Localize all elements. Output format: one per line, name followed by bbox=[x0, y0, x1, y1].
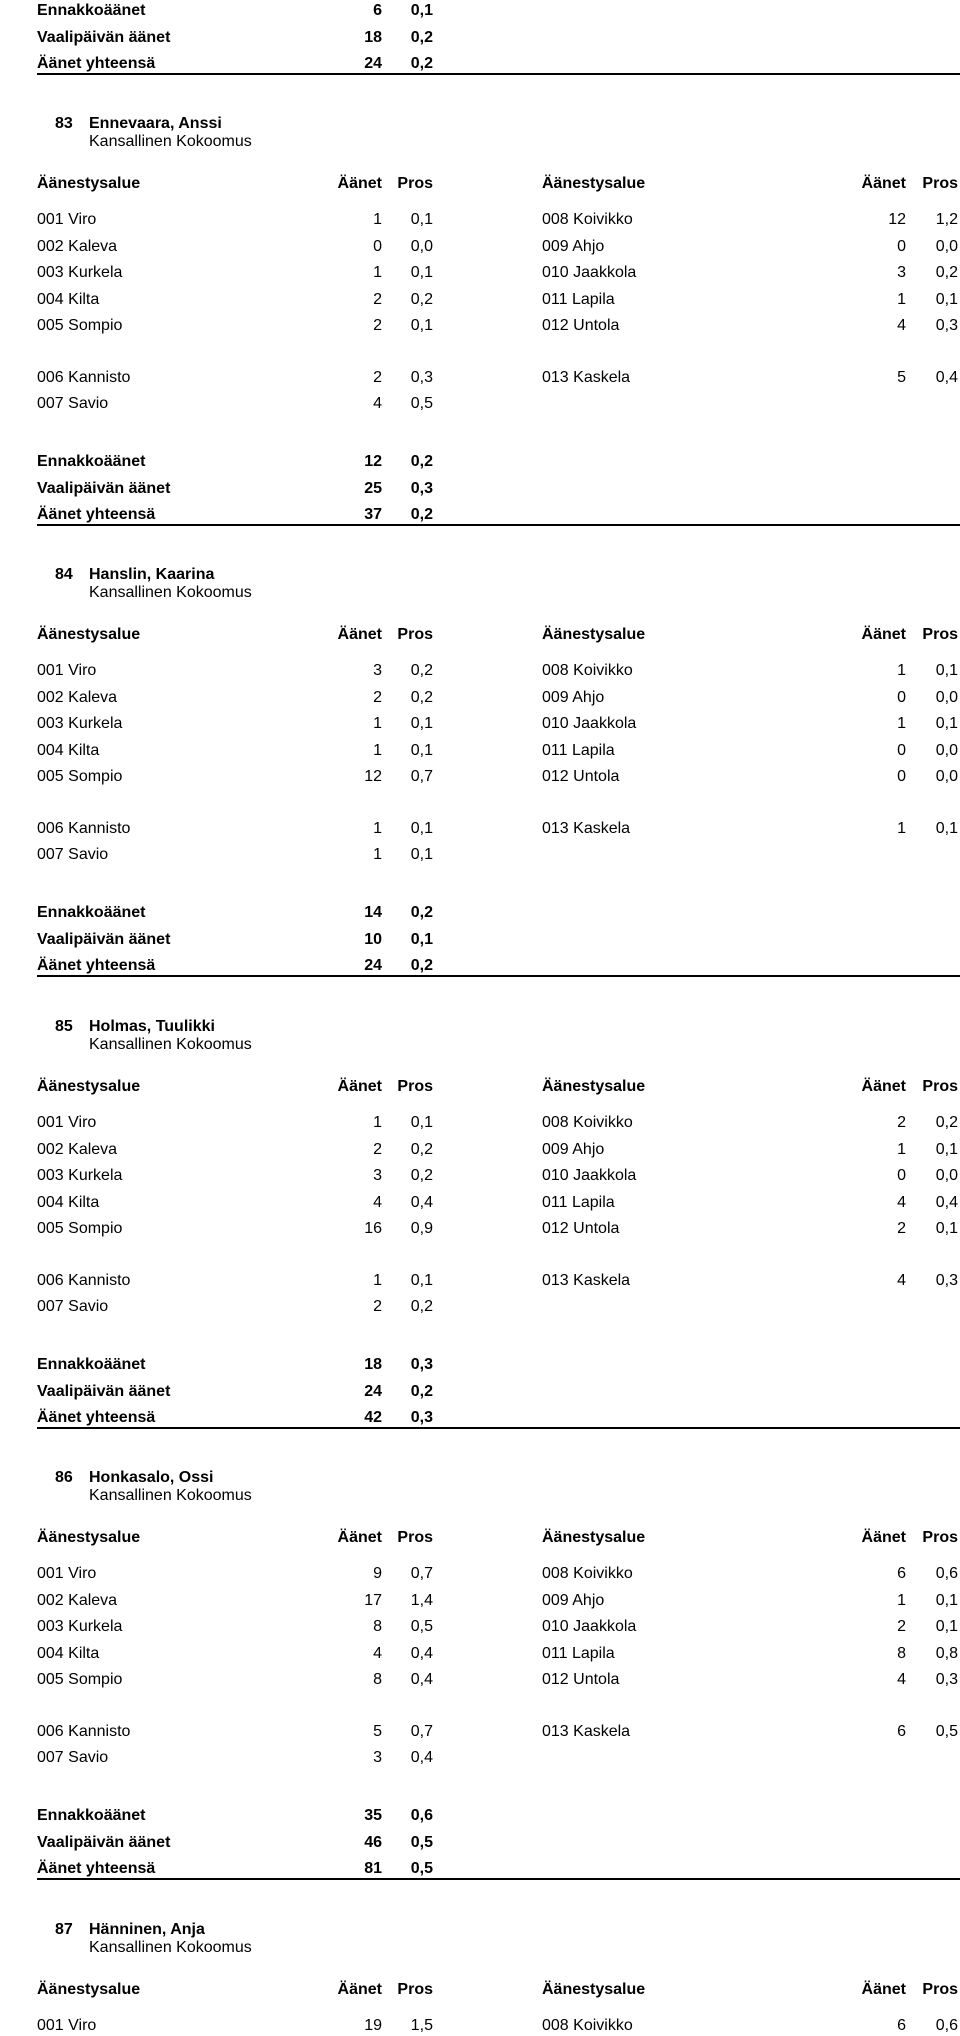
area-name-left: 006 Kannisto bbox=[37, 1722, 131, 1740]
area-name-right: 013 Kaskela bbox=[542, 819, 631, 837]
header-area-right: Äänestysalue bbox=[542, 1981, 646, 1998]
area-votes-left: 19 bbox=[364, 2017, 382, 2034]
area-pct-right: 0,1 bbox=[935, 819, 958, 837]
area-pct-left: 0,1 bbox=[410, 741, 433, 759]
header-area-left: Äänestysalue bbox=[37, 1981, 141, 1998]
area-pct-left: 0,2 bbox=[410, 1298, 433, 1316]
area-name-left: 001 Viro bbox=[37, 1565, 97, 1582]
area-pct-right: 0,5 bbox=[935, 1722, 958, 1740]
area-name-right: 009 Ahjo bbox=[542, 688, 605, 706]
header-area-right: Äänestysalue bbox=[542, 175, 646, 192]
area-pct-left: 0,2 bbox=[410, 1167, 433, 1184]
area-votes-right: 4 bbox=[897, 1271, 906, 1289]
summary-pct-election_day: 0,3 bbox=[410, 479, 433, 497]
area-pct-right: 0,1 bbox=[935, 715, 958, 732]
summary-pct-advance: 0,2 bbox=[410, 453, 433, 470]
summary-label-total: Äänet yhteensä bbox=[37, 1409, 156, 1426]
area-pct-right: 0,1 bbox=[935, 1618, 958, 1635]
area-votes-left: 1 bbox=[373, 1114, 382, 1131]
area-name-right: 011 Lapila bbox=[542, 741, 615, 759]
summary-votes-advance: 14 bbox=[364, 904, 382, 921]
candidate-party: Kansallinen Kokoomus bbox=[89, 1939, 252, 1956]
area-name-left: 002 Kaleva bbox=[37, 1591, 118, 1609]
area-votes-left: 4 bbox=[373, 1193, 382, 1211]
area-name-right: 013 Kaskela bbox=[542, 1722, 631, 1740]
area-name-right: 008 Koivikko bbox=[542, 2017, 633, 2034]
area-name-right: 010 Jaakkola bbox=[542, 264, 637, 281]
summary-pct-total: 0,5 bbox=[410, 1860, 433, 1877]
header-votes-right: Äänet bbox=[861, 1981, 906, 1998]
area-pct-right: 0,2 bbox=[935, 264, 958, 281]
candidate-number: 87 bbox=[55, 1921, 73, 1938]
header-area-left: Äänestysalue bbox=[37, 1078, 141, 1095]
summary-pct-total: 0,3 bbox=[410, 1409, 433, 1426]
section-rule bbox=[37, 1878, 960, 1880]
area-pct-left: 0,7 bbox=[410, 1722, 433, 1740]
area-name-right: 010 Jaakkola bbox=[542, 1167, 637, 1184]
area-votes-right: 6 bbox=[897, 2017, 906, 2034]
area-votes-left: 4 bbox=[373, 395, 382, 413]
area-votes-right: 0 bbox=[897, 237, 906, 255]
section-rule bbox=[37, 73, 960, 75]
area-name-left: 004 Kilta bbox=[37, 1644, 100, 1662]
summary-label-total: Äänet yhteensä bbox=[37, 55, 156, 72]
area-name-left: 004 Kilta bbox=[37, 1193, 100, 1211]
area-votes-right: 1 bbox=[897, 290, 906, 308]
summary-pct-election_day: 0,2 bbox=[410, 28, 433, 46]
area-name-right: 013 Kaskela bbox=[542, 1271, 631, 1289]
header-pct-left: Pros bbox=[397, 626, 433, 643]
candidate-name: Ennevaara, Anssi bbox=[89, 115, 222, 132]
header-pct-right: Pros bbox=[922, 175, 958, 192]
area-votes-left: 3 bbox=[373, 1167, 382, 1184]
summary-pct-advance: 0,1 bbox=[410, 2, 433, 19]
summary-votes-total: 24 bbox=[364, 55, 382, 72]
section-rule bbox=[37, 524, 960, 526]
area-votes-left: 1 bbox=[373, 211, 382, 228]
header-area-right: Äänestysalue bbox=[542, 1078, 646, 1095]
summary-votes-advance: 6 bbox=[373, 2, 382, 19]
area-pct-right: 0,3 bbox=[935, 317, 958, 334]
area-votes-right: 0 bbox=[897, 741, 906, 759]
area-votes-left: 12 bbox=[364, 768, 382, 785]
area-votes-left: 4 bbox=[373, 1644, 382, 1662]
area-votes-left: 9 bbox=[373, 1565, 382, 1582]
area-name-left: 007 Savio bbox=[37, 846, 109, 864]
summary-pct-total: 0,2 bbox=[410, 957, 433, 974]
area-name-right: 010 Jaakkola bbox=[542, 1618, 637, 1635]
summary-votes-advance: 12 bbox=[364, 453, 382, 470]
summary-pct-advance: 0,6 bbox=[410, 1807, 433, 1824]
area-pct-left: 0,1 bbox=[410, 715, 433, 732]
area-pct-left: 0,1 bbox=[410, 264, 433, 281]
area-votes-left: 2 bbox=[373, 688, 382, 706]
summary-label-total: Äänet yhteensä bbox=[37, 1860, 156, 1877]
area-pct-left: 0,4 bbox=[410, 1749, 433, 1767]
summary-label-total: Äänet yhteensä bbox=[37, 506, 156, 523]
area-pct-right: 0,1 bbox=[935, 290, 958, 308]
area-pct-left: 0,2 bbox=[410, 688, 433, 706]
summary-votes-election_day: 24 bbox=[364, 1382, 382, 1400]
summary-label-election_day: Vaalipäivän äänet bbox=[37, 479, 171, 497]
header-area-left: Äänestysalue bbox=[37, 175, 141, 192]
area-pct-left: 0,1 bbox=[410, 1114, 433, 1131]
area-name-left: 001 Viro bbox=[37, 662, 97, 679]
area-name-right: 011 Lapila bbox=[542, 1193, 615, 1211]
area-name-right: 009 Ahjo bbox=[542, 237, 605, 255]
header-pct-right: Pros bbox=[922, 1078, 958, 1095]
area-pct-right: 0,3 bbox=[935, 1271, 958, 1289]
summary-votes-election_day: 46 bbox=[364, 1833, 382, 1851]
area-pct-right: 0,4 bbox=[935, 1193, 958, 1211]
candidate-number: 86 bbox=[55, 1469, 73, 1486]
header-pct-right: Pros bbox=[922, 626, 958, 643]
area-votes-left: 5 bbox=[373, 1722, 382, 1740]
area-pct-right: 0,0 bbox=[935, 768, 958, 785]
area-name-left: 007 Savio bbox=[37, 1749, 109, 1767]
area-name-left: 005 Sompio bbox=[37, 1671, 123, 1688]
area-pct-right: 1,2 bbox=[935, 211, 958, 228]
area-votes-left: 1 bbox=[373, 715, 382, 732]
area-pct-left: 0,5 bbox=[410, 395, 433, 413]
area-pct-left: 0,1 bbox=[410, 819, 433, 837]
area-votes-left: 17 bbox=[364, 1591, 382, 1609]
area-pct-right: 0,1 bbox=[935, 1591, 958, 1609]
area-votes-right: 1 bbox=[897, 1591, 906, 1609]
area-pct-right: 0,3 bbox=[935, 1671, 958, 1688]
summary-label-election_day: Vaalipäivän äänet bbox=[37, 930, 171, 948]
area-name-left: 003 Kurkela bbox=[37, 715, 123, 732]
area-pct-left: 1,4 bbox=[410, 1591, 433, 1609]
area-name-left: 004 Kilta bbox=[37, 741, 100, 759]
area-name-right: 008 Koivikko bbox=[542, 211, 633, 228]
area-votes-left: 2 bbox=[373, 368, 382, 386]
summary-pct-total: 0,2 bbox=[410, 55, 433, 72]
candidate-number: 83 bbox=[55, 115, 73, 132]
candidate-name: Hänninen, Anja bbox=[89, 1921, 205, 1938]
summary-votes-election_day: 10 bbox=[364, 930, 382, 948]
summary-votes-total: 81 bbox=[364, 1860, 382, 1877]
area-votes-left: 8 bbox=[373, 1618, 382, 1635]
area-name-left: 002 Kaleva bbox=[37, 688, 118, 706]
header-votes-right: Äänet bbox=[861, 175, 906, 192]
area-name-left: 005 Sompio bbox=[37, 768, 123, 785]
header-votes-right: Äänet bbox=[861, 1529, 906, 1546]
area-pct-right: 0,0 bbox=[935, 688, 958, 706]
header-pct-left: Pros bbox=[397, 1529, 433, 1546]
area-name-left: 001 Viro bbox=[37, 211, 97, 228]
header-votes-right: Äänet bbox=[861, 626, 906, 643]
summary-pct-advance: 0,2 bbox=[410, 904, 433, 921]
area-votes-right: 4 bbox=[897, 317, 906, 334]
summary-pct-advance: 0,3 bbox=[410, 1356, 433, 1373]
summary-votes-advance: 18 bbox=[364, 1356, 382, 1373]
area-pct-left: 0,1 bbox=[410, 211, 433, 228]
header-area-left: Äänestysalue bbox=[37, 1529, 141, 1546]
area-votes-left: 1 bbox=[373, 1271, 382, 1289]
summary-votes-total: 37 bbox=[364, 506, 382, 523]
summary-votes-total: 42 bbox=[364, 1409, 382, 1426]
area-name-left: 005 Sompio bbox=[37, 1220, 123, 1237]
area-pct-right: 0,6 bbox=[935, 2017, 958, 2034]
summary-pct-election_day: 0,1 bbox=[410, 930, 433, 948]
area-votes-right: 0 bbox=[897, 1167, 906, 1184]
area-name-right: 012 Untola bbox=[542, 317, 620, 334]
area-votes-right: 1 bbox=[897, 715, 906, 732]
area-votes-left: 2 bbox=[373, 1140, 382, 1158]
area-pct-right: 0,0 bbox=[935, 237, 958, 255]
area-pct-right: 0,6 bbox=[935, 1565, 958, 1582]
area-votes-left: 0 bbox=[373, 237, 382, 255]
summary-votes-election_day: 25 bbox=[364, 479, 382, 497]
area-name-right: 009 Ahjo bbox=[542, 1140, 605, 1158]
header-area-right: Äänestysalue bbox=[542, 626, 646, 643]
area-votes-right: 8 bbox=[897, 1644, 906, 1662]
area-pct-left: 0,2 bbox=[410, 662, 433, 679]
summary-votes-total: 24 bbox=[364, 957, 382, 974]
area-pct-left: 0,1 bbox=[410, 846, 433, 864]
header-pct-right: Pros bbox=[922, 1981, 958, 1998]
area-name-right: 009 Ahjo bbox=[542, 1591, 605, 1609]
area-votes-right: 2 bbox=[897, 1114, 906, 1131]
area-votes-right: 12 bbox=[888, 211, 906, 228]
area-votes-left: 1 bbox=[373, 846, 382, 864]
candidate-party: Kansallinen Kokoomus bbox=[89, 584, 252, 601]
area-votes-left: 1 bbox=[373, 819, 382, 837]
area-name-left: 004 Kilta bbox=[37, 290, 100, 308]
candidate-number: 85 bbox=[55, 1018, 73, 1035]
section-rule bbox=[37, 975, 960, 977]
area-pct-left: 0,2 bbox=[410, 290, 433, 308]
header-pct-left: Pros bbox=[397, 175, 433, 192]
area-votes-right: 3 bbox=[897, 264, 906, 281]
summary-votes-advance: 35 bbox=[364, 1807, 382, 1824]
area-name-left: 006 Kannisto bbox=[37, 368, 131, 386]
header-area-left: Äänestysalue bbox=[37, 626, 141, 643]
area-pct-left: 0,7 bbox=[410, 768, 433, 785]
area-name-left: 001 Viro bbox=[37, 1114, 97, 1131]
summary-label-election_day: Vaalipäivän äänet bbox=[37, 1382, 171, 1400]
header-votes-right: Äänet bbox=[861, 1078, 906, 1095]
summary-label-advance: Ennakkoäänet bbox=[37, 1356, 146, 1373]
area-votes-right: 1 bbox=[897, 819, 906, 837]
candidate-party: Kansallinen Kokoomus bbox=[89, 1036, 252, 1053]
area-votes-right: 1 bbox=[897, 662, 906, 679]
candidate-name: Hanslin, Kaarina bbox=[89, 566, 215, 583]
candidate-party: Kansallinen Kokoomus bbox=[89, 1487, 252, 1504]
area-name-left: 007 Savio bbox=[37, 395, 109, 413]
section-rule bbox=[37, 1427, 960, 1429]
area-pct-left: 0,4 bbox=[410, 1193, 433, 1211]
area-votes-left: 2 bbox=[373, 1298, 382, 1316]
area-pct-left: 0,3 bbox=[410, 368, 433, 386]
area-votes-right: 6 bbox=[897, 1565, 906, 1582]
area-votes-right: 1 bbox=[897, 1140, 906, 1158]
area-pct-right: 0,1 bbox=[935, 1140, 958, 1158]
header-pct-left: Pros bbox=[397, 1078, 433, 1095]
area-name-left: 003 Kurkela bbox=[37, 1167, 123, 1184]
area-votes-right: 0 bbox=[897, 688, 906, 706]
header-pct-right: Pros bbox=[922, 1529, 958, 1546]
area-name-left: 003 Kurkela bbox=[37, 264, 123, 281]
area-name-right: 012 Untola bbox=[542, 768, 620, 785]
area-votes-left: 1 bbox=[373, 741, 382, 759]
area-pct-right: 0,2 bbox=[935, 1114, 958, 1131]
area-votes-left: 2 bbox=[373, 317, 382, 334]
candidate-number: 84 bbox=[55, 566, 73, 583]
summary-pct-total: 0,2 bbox=[410, 506, 433, 523]
area-pct-right: 0,8 bbox=[935, 1644, 958, 1662]
area-votes-right: 4 bbox=[897, 1193, 906, 1211]
area-name-right: 010 Jaakkola bbox=[542, 715, 637, 732]
candidate-name: Honkasalo, Ossi bbox=[89, 1469, 214, 1486]
area-name-right: 011 Lapila bbox=[542, 1644, 615, 1662]
header-votes-left: Äänet bbox=[337, 626, 382, 643]
area-pct-right: 0,1 bbox=[935, 662, 958, 679]
area-votes-left: 16 bbox=[364, 1220, 382, 1237]
area-name-left: 001 Viro bbox=[37, 2017, 97, 2034]
candidate-party: Kansallinen Kokoomus bbox=[89, 133, 252, 150]
area-pct-right: 0,1 bbox=[935, 1220, 958, 1237]
area-votes-right: 4 bbox=[897, 1671, 906, 1688]
area-pct-left: 0,5 bbox=[410, 1618, 433, 1635]
area-name-right: 013 Kaskela bbox=[542, 368, 631, 386]
area-pct-right: 0,0 bbox=[935, 741, 958, 759]
header-area-right: Äänestysalue bbox=[542, 1529, 646, 1546]
area-name-left: 006 Kannisto bbox=[37, 1271, 131, 1289]
header-votes-left: Äänet bbox=[337, 1529, 382, 1546]
area-name-right: 012 Untola bbox=[542, 1671, 620, 1688]
summary-pct-election_day: 0,2 bbox=[410, 1382, 433, 1400]
candidate-name: Holmas, Tuulikki bbox=[89, 1018, 215, 1035]
area-votes-right: 0 bbox=[897, 768, 906, 785]
area-pct-left: 0,4 bbox=[410, 1644, 433, 1662]
header-votes-left: Äänet bbox=[337, 1981, 382, 1998]
header-votes-left: Äänet bbox=[337, 175, 382, 192]
area-votes-right: 2 bbox=[897, 1220, 906, 1237]
area-pct-left: 0,9 bbox=[410, 1220, 433, 1237]
area-votes-right: 6 bbox=[897, 1722, 906, 1740]
area-pct-left: 0,4 bbox=[410, 1671, 433, 1688]
area-votes-right: 2 bbox=[897, 1618, 906, 1635]
area-pct-left: 0,2 bbox=[410, 1140, 433, 1158]
summary-label-advance: Ennakkoäänet bbox=[37, 1807, 146, 1824]
summary-label-election_day: Vaalipäivän äänet bbox=[37, 1833, 171, 1851]
header-votes-left: Äänet bbox=[337, 1078, 382, 1095]
summary-votes-election_day: 18 bbox=[364, 28, 382, 46]
area-name-left: 007 Savio bbox=[37, 1298, 109, 1316]
area-name-left: 005 Sompio bbox=[37, 317, 123, 334]
area-votes-left: 1 bbox=[373, 264, 382, 281]
area-pct-left: 0,1 bbox=[410, 317, 433, 334]
area-name-left: 002 Kaleva bbox=[37, 237, 118, 255]
area-name-right: 008 Koivikko bbox=[542, 1565, 633, 1582]
area-votes-left: 8 bbox=[373, 1671, 382, 1688]
area-name-left: 003 Kurkela bbox=[37, 1618, 123, 1635]
area-votes-left: 3 bbox=[373, 662, 382, 679]
summary-label-election_day: Vaalipäivän äänet bbox=[37, 28, 171, 46]
area-name-left: 002 Kaleva bbox=[37, 1140, 118, 1158]
summary-label-advance: Ennakkoäänet bbox=[37, 453, 146, 470]
area-votes-left: 2 bbox=[373, 290, 382, 308]
summary-pct-election_day: 0,5 bbox=[410, 1833, 433, 1851]
area-votes-right: 5 bbox=[897, 368, 906, 386]
area-name-right: 011 Lapila bbox=[542, 290, 615, 308]
area-pct-right: 0,0 bbox=[935, 1167, 958, 1184]
area-pct-left: 0,0 bbox=[410, 237, 433, 255]
header-pct-left: Pros bbox=[397, 1981, 433, 1998]
area-name-right: 008 Koivikko bbox=[542, 1114, 633, 1131]
area-name-right: 008 Koivikko bbox=[542, 662, 633, 679]
area-pct-left: 0,7 bbox=[410, 1565, 433, 1582]
area-pct-left: 0,1 bbox=[410, 1271, 433, 1289]
summary-label-advance: Ennakkoäänet bbox=[37, 904, 146, 921]
area-name-right: 012 Untola bbox=[542, 1220, 620, 1237]
area-name-left: 006 Kannisto bbox=[37, 819, 131, 837]
summary-label-total: Äänet yhteensä bbox=[37, 957, 156, 974]
area-pct-right: 0,4 bbox=[935, 368, 958, 386]
area-pct-left: 1,5 bbox=[410, 2017, 433, 2034]
summary-label-advance: Ennakkoäänet bbox=[37, 2, 146, 19]
area-votes-left: 3 bbox=[373, 1749, 382, 1767]
